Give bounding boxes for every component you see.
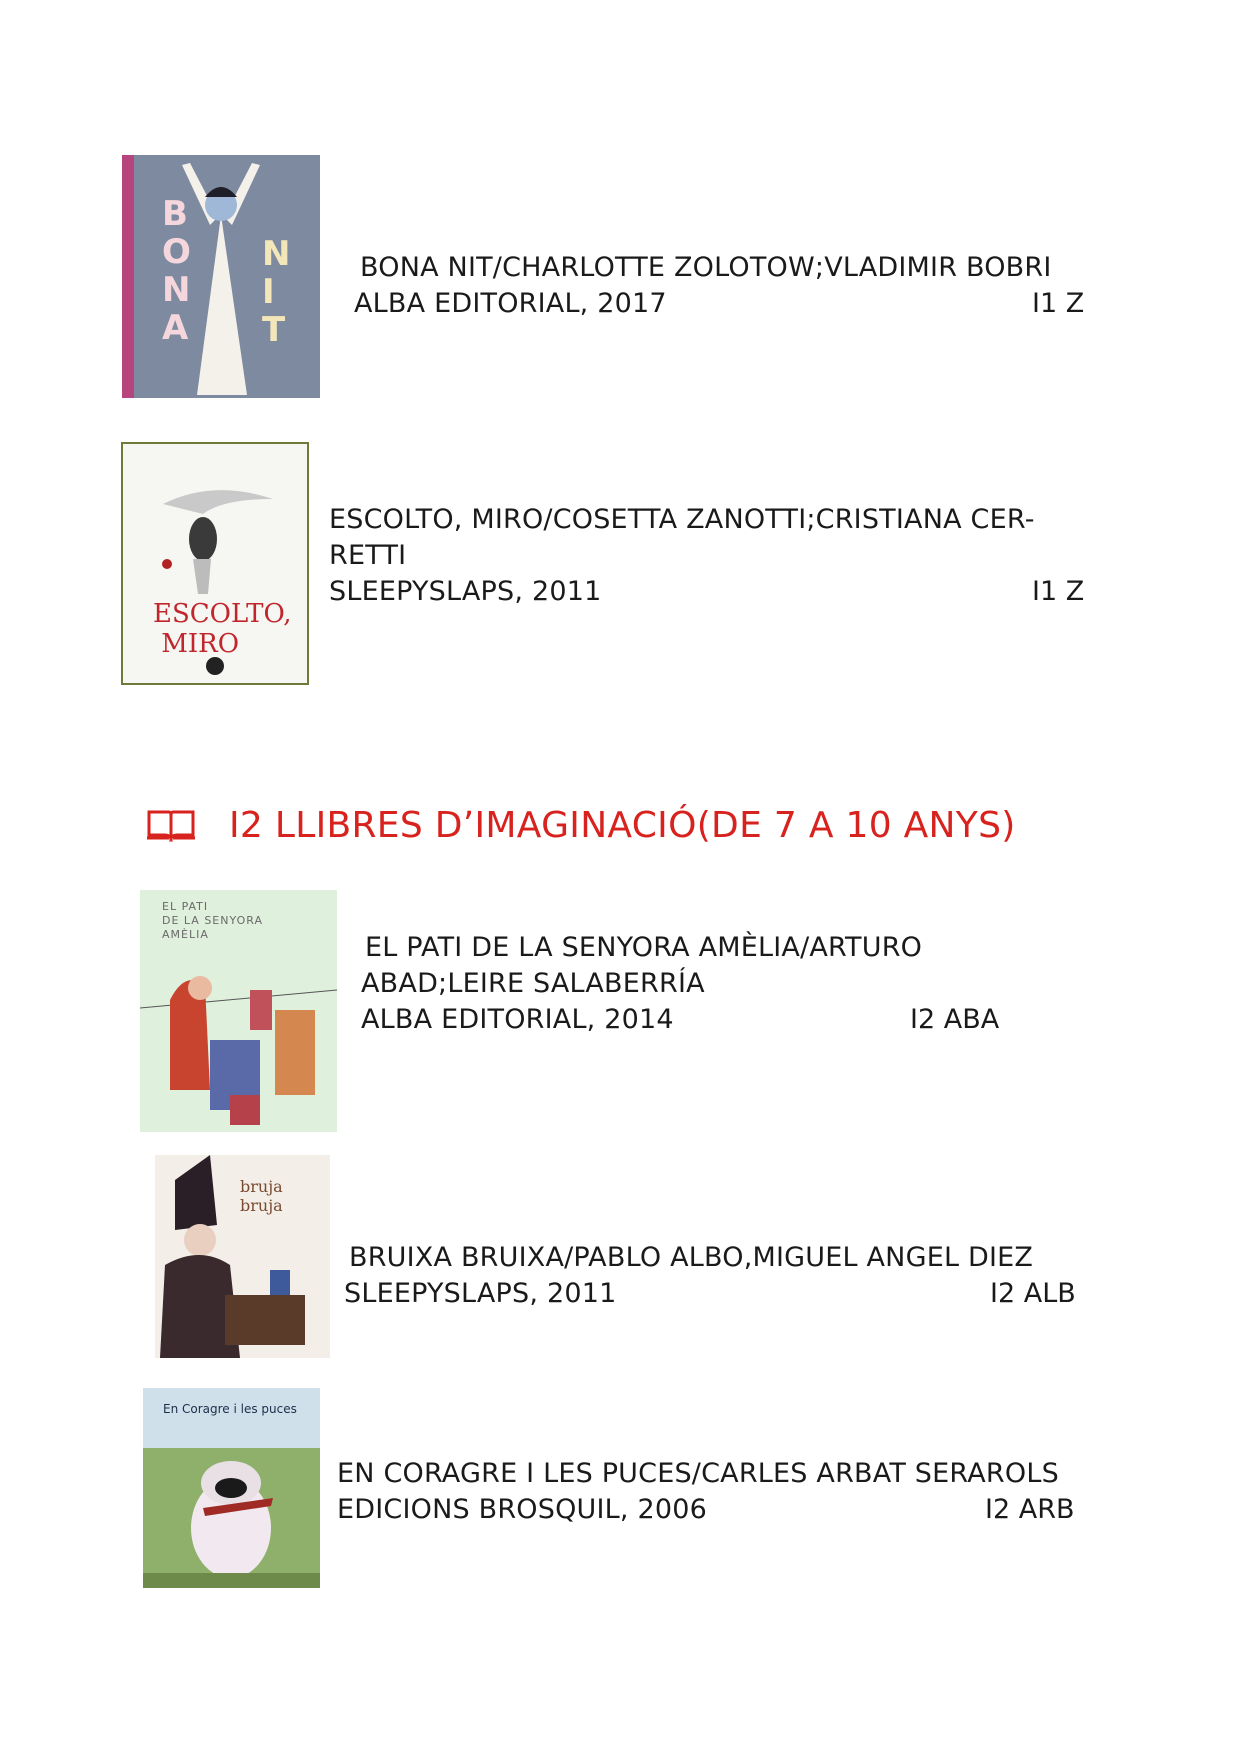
book-publisher: ALBA EDITORIAL, 2014 bbox=[361, 1004, 674, 1035]
book-call-number: I1 Z bbox=[1032, 576, 1085, 607]
book-title: BRUIXA BRUIXA/PABLO ALBO,MIGUEL ANGEL DIEZ bbox=[349, 1242, 1034, 1273]
book-title: EN CORAGRE I LES PUCES/CARLES ARBAT SERAROLS bbox=[337, 1458, 1059, 1489]
section-title: I2 LLIBRES D’IMAGINACIÓ(DE 7 A 10 ANYS) bbox=[229, 804, 1016, 846]
section-heading bbox=[145, 800, 1016, 850]
cover-title: EL PATI DE LA SENYORA AMÈLIA bbox=[162, 900, 263, 941]
book-publisher: ALBA EDITORIAL, 2017 bbox=[354, 288, 667, 319]
book-call-number: I2 ALB bbox=[990, 1278, 1076, 1309]
book-title: ESCOLTO, MIRO/COSETTA ZANOTTI;CRISTIANA CER- bbox=[329, 504, 1035, 535]
cover-title: bruja bruja bbox=[240, 1177, 283, 1215]
book-cover-bona-nit bbox=[122, 155, 320, 398]
book-title: EL PATI DE LA SENYORA AMÈLIA/ARTURO bbox=[365, 932, 923, 963]
cover-title-left: B O N A bbox=[162, 194, 191, 348]
book-title: BONA NIT/CHARLOTTE ZOLOTOW;VLADIMIR BOBRI bbox=[360, 252, 1052, 283]
book-title-continued: RETTI bbox=[329, 540, 407, 571]
book-call-number: I2 ABA bbox=[910, 1004, 1000, 1035]
cover-illustration bbox=[140, 890, 337, 1132]
book-call-number: I2 ARB bbox=[985, 1494, 1075, 1525]
book-publisher: SLEEPYSLAPS, 2011 bbox=[344, 1278, 617, 1309]
book-icon bbox=[145, 808, 197, 842]
book-call-number: I1 Z bbox=[1032, 288, 1085, 319]
book-title-continued: ABAD;LEIRE SALABERRÍA bbox=[361, 968, 705, 999]
book-publisher: EDICIONS BROSQUIL, 2006 bbox=[337, 1494, 707, 1525]
book-cover-bruixa-bruixa bbox=[155, 1155, 330, 1358]
cover-title-right: N I T bbox=[262, 234, 291, 350]
book-cover-en-coragre bbox=[143, 1388, 320, 1588]
book-publisher: SLEEPYSLAPS, 2011 bbox=[329, 576, 602, 607]
book-cover-escolto-miro bbox=[121, 442, 309, 685]
cover-illustration bbox=[143, 1388, 320, 1588]
book-cover-el-pati bbox=[140, 890, 337, 1132]
cover-illustration bbox=[155, 1155, 330, 1358]
cover-title: ESCOLTO, MIRO bbox=[153, 599, 292, 659]
cover-title: En Coragre i les puces bbox=[163, 1402, 297, 1416]
